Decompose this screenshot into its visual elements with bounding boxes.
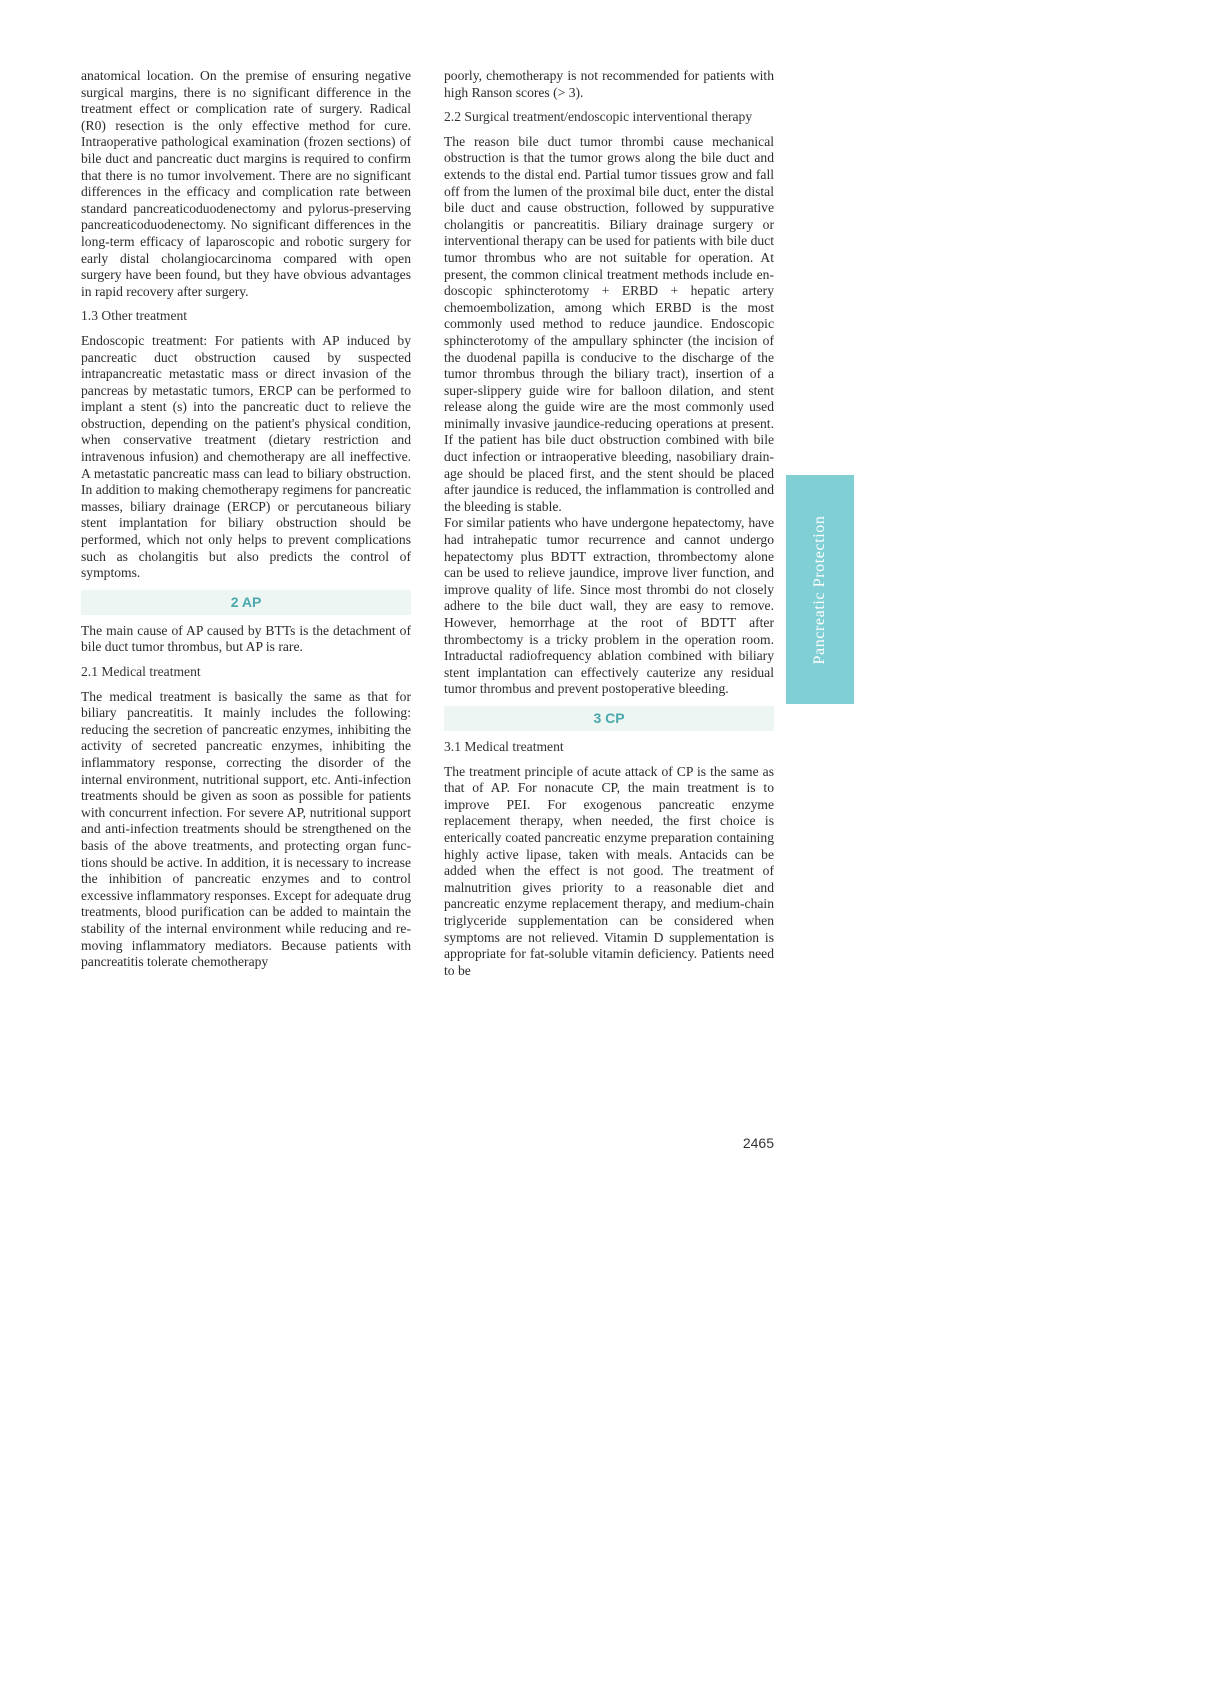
- side-tab-label: Pancreatic Protection: [811, 515, 828, 664]
- body-paragraph: The reason bile duct tumor thrombi cause mechanical obstruction is that the tumor grows along the bile duct and extends to the distal end. Partial tumor tissues grow and fall off from the lumen of the proximal bile duct, enter the distal bile duct and cause obstruction, followed by suppurative cholangitis or pancreatitis. Biliary drainage surgery or interventional therapy can be used for patients with bile duct tumor thrombus who are not suitable for operation. At present, the common clinical treatment methods include endoscopic sphincterotomy + ERBD + hepatic artery chemoembolization, among which ERBD is the most commonly used method to reduce jaundice. Endoscopic sphincterotomy of the ampullary sphincter (the incision of the duodenal papilla is conducive to the discharge of the tumor thrombus through the biliary tract), insertion of a super-slippery guide wire for balloon dilation, and stent release along the guide wire are the most commonly used minimally invasive jaundice-reducing operations at present. If the patient has bile duct obstruction combined with bile duct infection or intraoperative bleeding, nasobiliary drainage should be placed first, and the stent should be placed after jaundice is reduced, the inflammation is controlled and the bleeding is stable.: [444, 133, 774, 514]
- page-number: 2465: [742, 1135, 774, 1151]
- left-column: [81, 68, 411, 971]
- subsection-heading-3-1: 3.1 Medical treatment: [444, 738, 564, 754]
- body-paragraph: The main cause of AP caused by BTTs is the detachment of bile duct tumor thrombus, but AP is rare.: [81, 622, 411, 655]
- body-paragraph: The treatment principle of acute attack of CP is the same as that of AP. For nonacute CP, the main treatment is to improve PEI. For exogenous pancreatic enzyme replacement therapy, when needed, the first choice is enterically coated pancreatic enzyme preparation containing highly active lipase, taken with meals. Antacids can be added when the effect is not good. The treatment of malnutrition gives priority to a reasonable diet and pancreatic enzyme replacement therapy, and medium-chain triglyceride supplementation can be considered when symptoms are not relieved. Vitamin D supplementation is appropriate for fat-soluble vitamin deficiency. Patients need to be: [444, 763, 774, 978]
- body-paragraph: anatomical location. On the premise of ensuring negative surgical margins, there is no significant difference in the treatment effect or complication rate of surgery. Radical (R0) resection is the only effective method for cure. Intraoperative pathological examination (frozen sections) of bile duct and pancreatic duct margins is required to confirm that there is no tumor involvement. There are no significant differences in the efficacy and complication rate between standard pancreaticoduodenectomy and pylorus-preserving pancreaticoduodenectomy. No significant differences in the long-term efficacy of laparoscopic and robotic surgery for early distal cholangiocarcinoma compared with open surgery have been found, but they have obvious advantages in rapid recovery after surgery.: [81, 68, 411, 299]
- body-paragraph: For similar patients who have undergone hepatectomy, have had intrahepatic tumor recurrence and cannot undergo hepatectomy plus BDTT extraction, thrombectomy alone can be used to relieve jaundice, improve liver function, and improve quality of life. Since most thrombi do not closely adhere to the bile duct wall, they are easy to remove. However, hemorrhage at the root of BDTT after thrombectomy is a tricky problem in the operation room. Intraductal radiofrequency ablation combined with biliary stent implantation can effectively cauterize any residual tumor thrombus and prevent postoperative bleeding.: [444, 515, 774, 697]
- section-heading-3: 3 CP: [444, 706, 774, 731]
- right-column: [444, 68, 774, 979]
- section-heading-2: 2 AP: [81, 590, 411, 615]
- subsection-heading-2-2: 2.2 Surgical treatment/endoscopic interventional therapy: [444, 109, 753, 125]
- body-paragraph: The medical treatment is basically the same as that for biliary pancreatitis. It mainly includes the following: reducing the secretion of pancreatic enzymes, inhibiting the activity of secreted pancreatic enzymes, inhibiting the inflammatory response, correcting the disorder of the internal environment, nutritional support, etc. Anti-infection treatments should be given as soon as possible for patients with concurrent infection. For severe AP, nutritional support and anti-infection treatments should be strengthened on the basis of the above treatments, and protecting organ functions should be active. In addition, it is necessary to increase the inhibition of pancreatic enzymes and to control excessive inflammatory responses. Except for adequate drug treatments, blood purification can be added to maintain the stability of the internal environment while reducing and removing inflammatory mediators. Because patients with pancreatitis tolerate chemotherapy: [81, 688, 411, 970]
- subsection-heading-2-1: 2.1 Medical treatment: [81, 664, 201, 679]
- body-paragraph: Endoscopic treatment: For patients with AP induced by pancreatic duct obstruction caused by suspected intrapancreatic metastatic mass or direct invasion of the pancreas by metastatic tumors, ERCP can be performed to implant a stent (s) into the pancreatic duct to relieve the obstruction, depending on the patient's physical condition, when conservative treatment (dietary restriction and intravenous infusion) and chemotherapy are all ineffective. A metastatic pancreatic mass can lead to biliary obstruction. In addition to making chemotherapy regimens for pancreatic masses, biliary drainage (ERCP) or percutaneous biliary stent implantation for biliary obstruction should be performed, which not only helps to prevent complications such as cholangitis but also predicts the control of symptoms.: [81, 332, 411, 581]
- section-side-tab: [786, 475, 854, 704]
- body-paragraph: poorly, chemotherapy is not recommended for patients with high Ranson scores (> 3).: [444, 68, 774, 100]
- subsection-heading-1-3: 1.3 Other treatment: [81, 308, 188, 324]
